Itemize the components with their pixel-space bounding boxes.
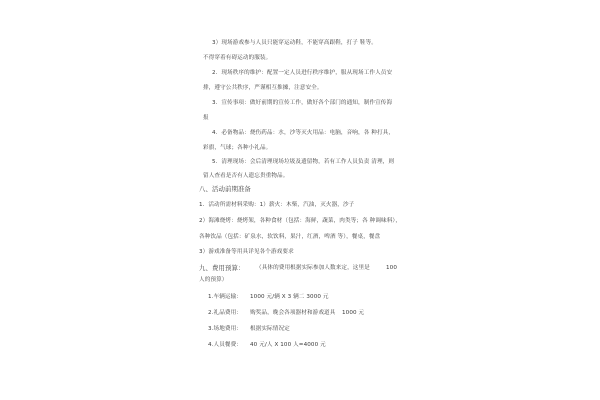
text-line: 彩旗，气球；各种小礼品。 (203, 145, 272, 151)
text-line: 2）海滩烧烤：烧烤架，各种食材（包括：海鲜，蔬菜，肉类等；各 种调味料）， (199, 218, 402, 224)
budget-item-label: 2.礼品费用： (208, 310, 243, 316)
section-heading: 九、费用预算： (199, 264, 245, 272)
text-line: 4．必备物品：烧伤药品：水，沙等灭火用品：电脑，音响，各 种打具， (212, 130, 395, 136)
text-line: 2．现场秩序的维护：配置一定人员进行秩序维护，服从现场工作人员安 (212, 70, 393, 76)
text-line: 排，遵守公共秩序，严谨相互推搡，注意安全。 (203, 85, 323, 91)
text-line: 1．活动所需材料采购：1）薪火：木柴，汽油，灭火器，沙子 (199, 202, 355, 208)
text-line: 人的预算） (199, 277, 228, 283)
budget-item-label: 1.车辆运输： (208, 294, 243, 300)
text-line: 3．宣传事项：做好前期的宣传工作，做好各个部门的通知，制作宣传海 (212, 100, 393, 106)
text-line: （具体的费用根据实际参加人数来定，这里是 (256, 265, 370, 271)
budget-item-label: 4.人员餐费： (208, 342, 243, 348)
budget-item-value: 根据实际情况定 (250, 326, 290, 332)
section-heading: 八、活动前期准备 (199, 185, 251, 193)
text-line: 5．清理现场：会后清理现场垃圾及遗留物，若有工作人员负责 清理，则 (212, 159, 395, 165)
text-line: 100 (386, 265, 397, 271)
text-line: 3）游戏准备等用具详见各个游戏要求 (199, 249, 294, 255)
text-line: 留人查看是否有人遗忘贵重物品。 (203, 173, 289, 179)
text-line: 报 (203, 115, 209, 121)
budget-item-amount: 1000 元 (342, 310, 365, 316)
budget-item-label: 3.场地费用： (208, 326, 243, 332)
text-line: 不得穿着有碍运动的服装。 (203, 55, 272, 61)
budget-item-value: 1000 元/辆 X 3 辆二 3000 元 (250, 294, 329, 300)
budget-item-value: 购奖品，晚会各项器材和游戏道具 (250, 310, 336, 316)
budget-item-value: 40 元/人 X 100 人=4000 元 (250, 342, 326, 348)
text-line: 各种饮品（包括：矿泉水，软饮料，果汁，红酒，啤酒 等），餐桌，餐盘 (199, 234, 381, 240)
text-line: 3）现场游戏参与人员只能穿运动鞋，不能穿高跟鞋，打子 鞋等。 (212, 40, 377, 46)
